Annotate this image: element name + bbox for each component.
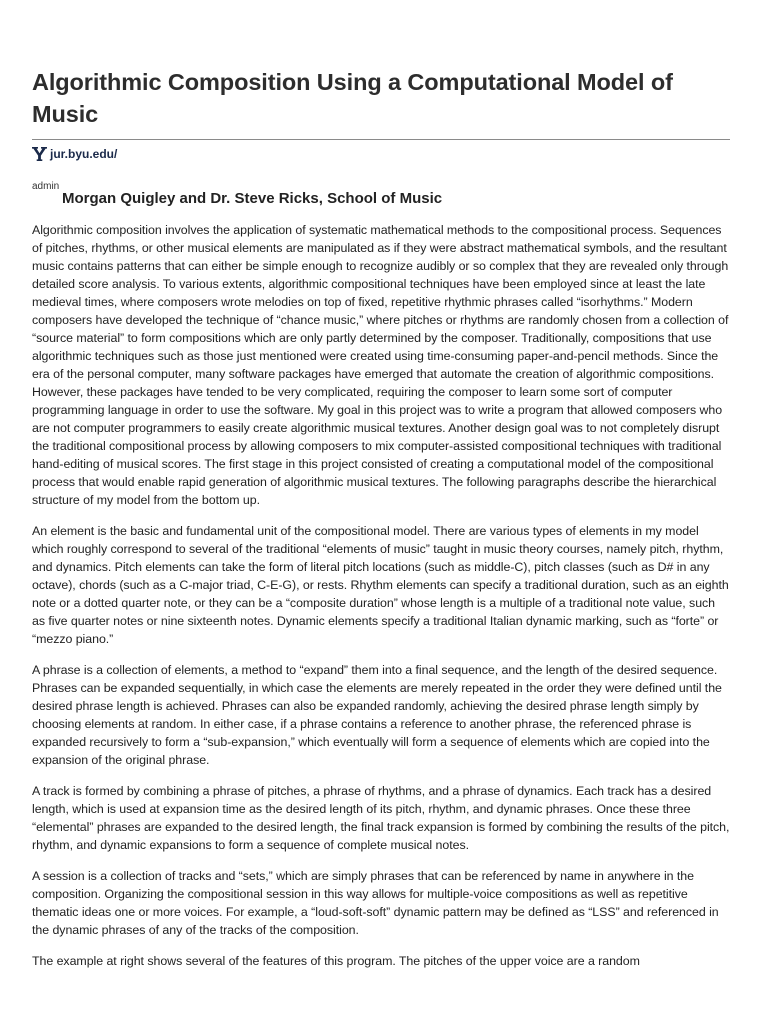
- article-title: Algorithmic Composition Using a Computational Model of Music: [32, 69, 673, 127]
- title-divider: [32, 139, 730, 140]
- article-page: [32, 0, 730, 983]
- paragraph: A track is formed by combining a phrase of pitches, a phrase of rhythms, and a phrase of dynamics. Each track has a desired length, which is used at expansion time as the desired length of its pitch, rhythm, and dynamic phrases. Once these three “elemental” phrases are expanded to the desired length, the final track expansion is formed by combining the results of the pitch, rhythm, and dynamic expansions to form a sequence of complete musical notes.: [32, 784, 730, 852]
- paragraph: A session is a collection of tracks and “sets,” which are simply phrases that can be referenced by name in anywhere in the composition. Organizing the compositional session in this way allows for multiple-voice compositions as well as repetitive thematic ideas one or more voices. For example, a “loud-soft-soft” dynamic pattern may be defined as “LSS” and referenced in the dynamic phrases of any of the tracks of the composition.: [32, 869, 719, 937]
- author-block: [32, 181, 730, 211]
- source-link[interactable]: jur.byu.edu/: [50, 147, 118, 161]
- byu-y-logo-icon: [32, 147, 47, 161]
- source-row: [32, 146, 730, 162]
- article-body: [32, 221, 730, 970]
- author-name: admin: [32, 181, 60, 192]
- paragraph: An element is the basic and fundamental unit of the compositional model. There are various types of elements in my model which roughly correspond to several of the traditional “elements of music” taught in music theory courses, namely pitch, rhythm, and dynamics. Pitch elements can take the form of literal pitch locations (such as middle-C), pitch classes (such as D# in any octave), chords (such as a C-major triad, C-E-G), or rests. Rhythm elements can specify a traditional duration, such as an eighth note or a dotted quarter note, or they can be a “composite duration” whose length is a multiple of a traditional note value, such as five quarter notes or nine sixteenth notes. Dynamic elements specify a traditional Italian dynamic marking, such as “forte” or “mezzo piano.”: [32, 524, 729, 646]
- article-byline: Morgan Quigley and Dr. Steve Ricks, School of Music: [62, 190, 443, 207]
- paragraph: Algorithmic composition involves the application of systematic mathematical methods to the compositional process. Sequences of pitches, rhythms, or other musical elements are manipulated as if they were abstract mathematical symbols, and the resultant music contains patterns that can either be simple enough to recognize audibly or so complex that they are revealed only through detailed score analysis. To various extents, algorithmic compositional techniques have been employed since at least the late medieval times, where composers wrote melodies on top of fixed, repetitive rhythmic phrases called “isorhythms.” Modern composers have developed the technique of “chance music,” where pitches or rhythms are randomly chosen from a collection of “source material” to form compositions which are only partly determined by the composer. Traditionally, compositions that use algorithmic techniques such as those just mentioned were created using time-consuming paper-and-pencil methods. Since the era of the personal computer, many software packages have emerged that automate the creation of algorithmic compositions. However, these packages have tended to be very complicated, requiring the composer to learn some sort of computer programming language in order to use the software. My goal in this project was to write a program that allowed composers who are not computer programmers to easily create algorithmic musical textures. Another design goal was to not completely disrupt the traditional compositional process by allowing composers to mix computer-assisted compositional techniques with traditional hand-editing of musical scores. The first stage in this project consisted of creating a computational model of the compositional process that would enable rapid generation of algorithmic musical textures. The following paragraphs describe the hierarchical structure of my model from the bottom up.: [32, 223, 729, 507]
- paragraph: The example at right shows several of the features of this program. The pitches of the upper voice are a random: [32, 954, 640, 968]
- paragraph: A phrase is a collection of elements, a method to “expand” them into a final sequence, and the length of the desired sequence. Phrases can be expanded sequentially, in which case the elements are merely repeated in the order they were defined until the desired phrase length is achieved. Phrases can also be expanded randomly, achieving the desired phrase length simply by choosing elements at random. In either case, if a phrase contains a reference to another phrase, the referenced phrase is expanded recursively to form a “sub-expansion,” which eventually will form a sequence of elements which are copied into the expansion of the original phrase.: [32, 663, 722, 767]
